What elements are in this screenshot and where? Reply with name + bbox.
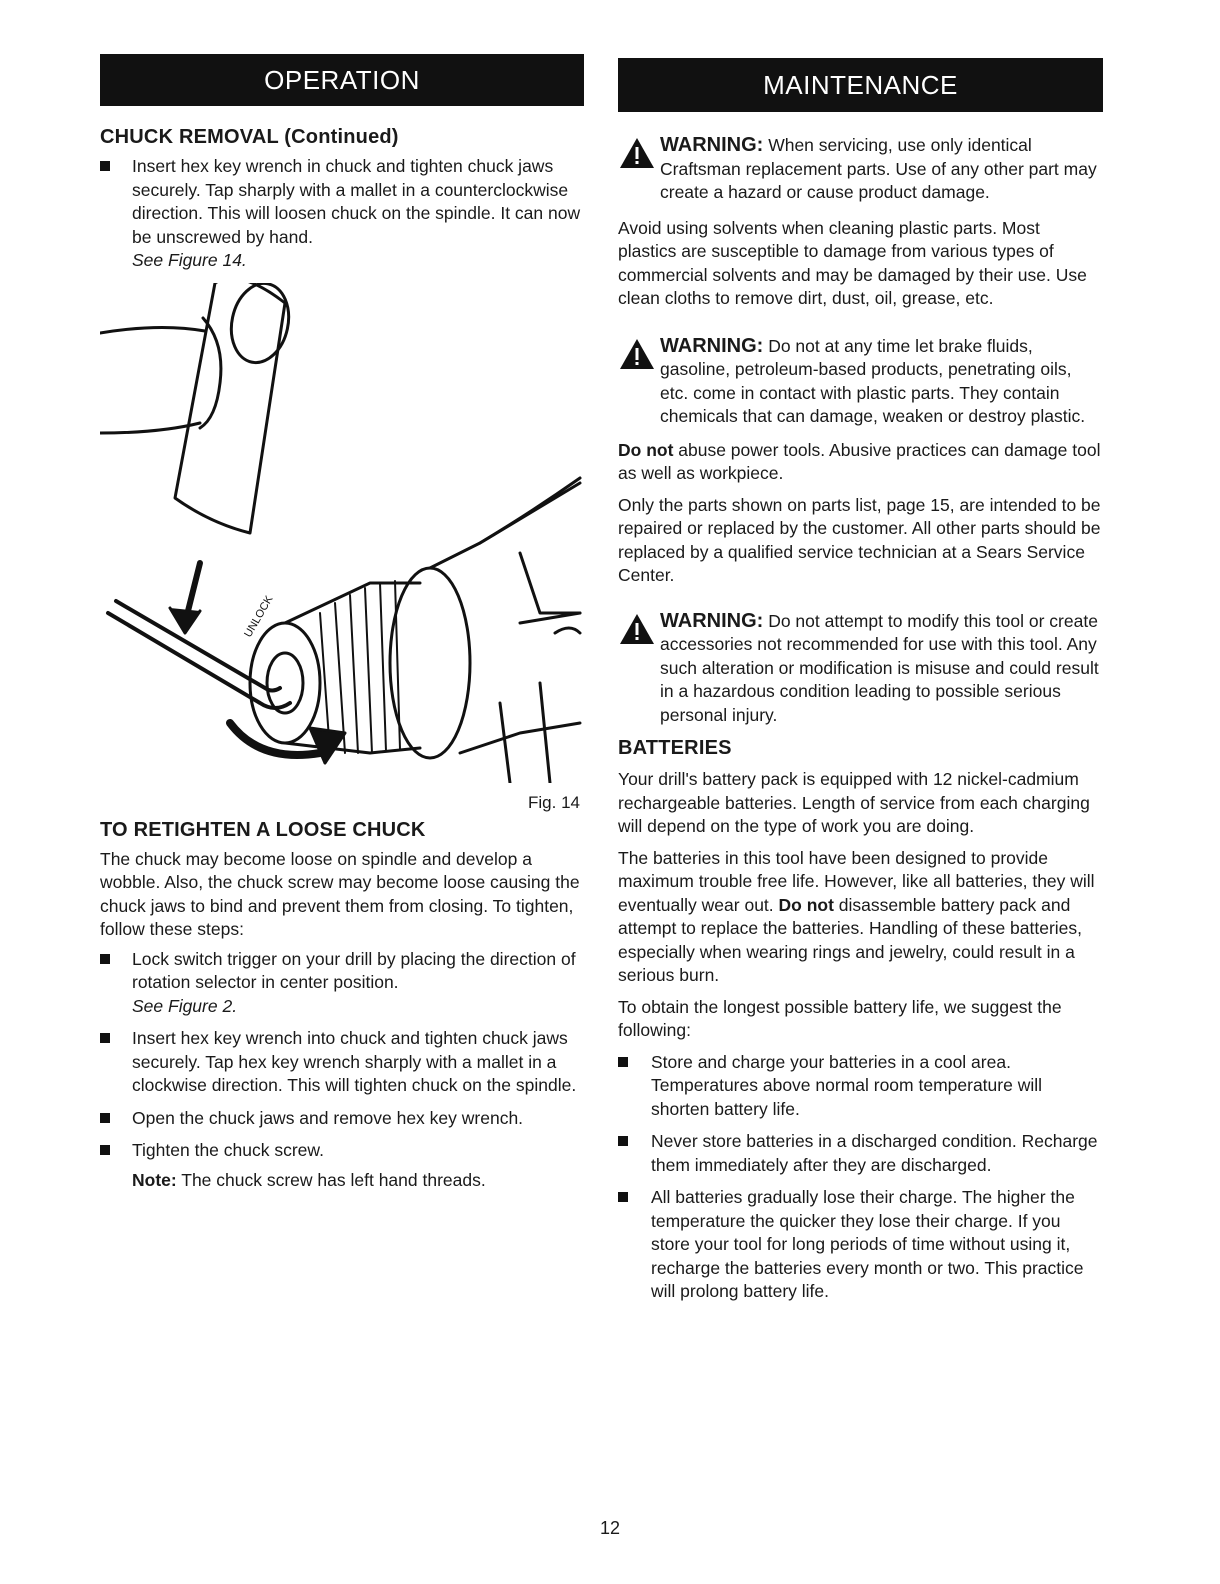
paragraph-text: disassemble battery pack and attempt to replace the batteries. Handling of these batteries, especially when wearing rings and jewelry, could result in a serious burn. <box>618 894 1083 985</box>
warning-label: WARNING: <box>660 134 764 156</box>
paragraph-text: abuse power tools. Abusive practices can damage tool as well as workpiece. <box>618 439 1101 483</box>
batteries-paragraph: Your drill's battery pack is equipped with 12 nickel-cadmium rechargeable batteries. Length of service from each charging will depend on the type of work you are doing. <box>618 769 1090 836</box>
chuck-removal-heading: CHUCK REMOVAL (Continued) <box>100 126 399 148</box>
bullet-text: Insert hex key wrench in chuck and tighten chuck jaws securely. Tap sharply with a mallet in a counterclockwise direction. This will loosen chuck on the spindle. It can now be unscrewed by hand. <box>132 156 581 247</box>
chuck-icon <box>250 623 320 743</box>
retighten-intro: The chuck may become loose on spindle and develop a wobble. Also, the chuck screw may become loose causing the chuck jaws to bind and prevent them from closing. To tighten, follow these steps: <box>100 848 580 939</box>
emphasis: Do not <box>778 894 834 915</box>
figure-reference: See Figure 2. <box>132 995 238 1016</box>
bullet-icon <box>100 1145 110 1155</box>
parts-paragraph: Only the parts shown on parts list, page 15, are intended to be repaired or replaced by the customer. All other parts should be replaced by a qualified service technician at a Sears Service Center. <box>618 494 1101 585</box>
batteries-list <box>618 1051 1103 1304</box>
warning-block <box>618 335 1103 429</box>
operation-column <box>100 54 584 1201</box>
warning-text: Do not at any time let brake fluids, gasoline, petroleum-based products, penetrating oils, etc. come in contact with plastic parts. They contain chemicals that can damage, weaken or destroy plastic. <box>660 335 1086 426</box>
solvents-paragraph: Avoid using solvents when cleaning plastic parts. Most plastics are susceptible to damage from various types of commercial solvents and may be damaged by their use. Use clean cloths to remove dirt, dust, oil, grease, etc. <box>618 217 1087 308</box>
batteries-paragraph <box>618 847 1103 988</box>
bullet-icon <box>100 1113 110 1123</box>
list-item <box>618 1130 1103 1177</box>
chuck-removal-list <box>100 155 584 273</box>
warning-triangle-icon <box>618 337 656 371</box>
figure-label: Fig. 14 <box>528 792 580 812</box>
retighten-list <box>100 948 584 1193</box>
bullet-icon <box>618 1192 628 1202</box>
hex-key-icon <box>108 613 290 708</box>
note-text: The chuck screw has left hand threads. <box>176 1169 486 1190</box>
unlock-dial-text: UNLOCK <box>242 593 276 639</box>
bullet-icon <box>100 1033 110 1043</box>
batteries-heading: BATTERIES <box>618 737 732 759</box>
operation-banner: OPERATION <box>100 54 584 106</box>
abuse-paragraph <box>618 439 1103 486</box>
drill-chuck-illustration <box>100 283 584 783</box>
warning-text: When servicing, use only identical Craftsman replacement parts. Use of any other part may create a hazard or cause product damage. <box>660 135 1097 202</box>
bullet-icon <box>618 1057 628 1067</box>
warning-triangle-icon <box>618 612 656 646</box>
retighten-heading: TO RETIGHTEN A LOOSE CHUCK <box>100 818 426 841</box>
warning-label: WARNING: <box>660 334 764 357</box>
bullet-text: Insert hex key wrench into chuck and tighten chuck jaws securely. Tap hex key wrench sharply with a mallet in a clockwise direction. This will tighten chuck on the spindle. <box>132 1028 577 1095</box>
warning-block <box>618 610 1103 728</box>
bullet-icon <box>618 1136 628 1146</box>
bullet-icon <box>100 954 110 964</box>
note-label: Note: <box>132 1169 177 1190</box>
list-item <box>618 1051 1103 1122</box>
bullet-text: Open the chuck jaws and remove hex key wrench. <box>132 1107 524 1128</box>
bullet-text: Never store batteries in a discharged condition. Recharge them immediately after they are discharged. <box>651 1131 1098 1175</box>
mallet-head-icon <box>175 283 285 533</box>
bullet-text: Lock switch trigger on your drill by placing the direction of rotation selector in center position. <box>132 948 576 992</box>
figure-reference: See Figure 14. <box>132 250 247 270</box>
bullet-text: All batteries gradually lose their charge. The higher the temperature the quicker they lose their charge. If you store your tool for long periods of time without using it, recharge the batteries every month or two. This practice will prolong battery life. <box>651 1187 1084 1301</box>
emphasis: Do not <box>618 439 674 460</box>
figure-14 <box>100 283 584 813</box>
maintenance-banner: MAINTENANCE <box>618 58 1103 112</box>
warning-triangle-icon <box>618 136 656 170</box>
bullet-text: Store and charge your batteries in a cool area. Temperatures above normal room temperature will shorten battery life. <box>651 1051 1042 1119</box>
warning-text: Do not attempt to modify this tool or create accessories not recommended for use with this tool. Any such alteration or modification is misuse and could result in a hazardous condition leading to possible serious personal injury. <box>660 610 1099 725</box>
bullet-icon <box>100 161 110 171</box>
list-item <box>618 1186 1103 1304</box>
warning-label: WARNING: <box>660 609 764 632</box>
list-item <box>100 1027 584 1098</box>
warning-block <box>618 134 1103 205</box>
batteries-paragraph: To obtain the longest possible battery life, we suggest the following: <box>618 996 1062 1040</box>
paragraph-text: The batteries in this tool have been designed to provide maximum trouble free life. However, like all batteries, they will eventually wear out. <box>618 847 1095 915</box>
list-item <box>100 948 584 1019</box>
mallet-handle-icon <box>100 327 205 333</box>
list-item <box>100 155 584 273</box>
maintenance-column <box>618 58 1103 1313</box>
list-item <box>100 1107 584 1131</box>
note <box>132 1169 584 1193</box>
bullet-text: Tighten the chuck screw. <box>132 1140 324 1160</box>
page-number: 12 <box>599 1518 621 1538</box>
list-item <box>100 1139 584 1192</box>
